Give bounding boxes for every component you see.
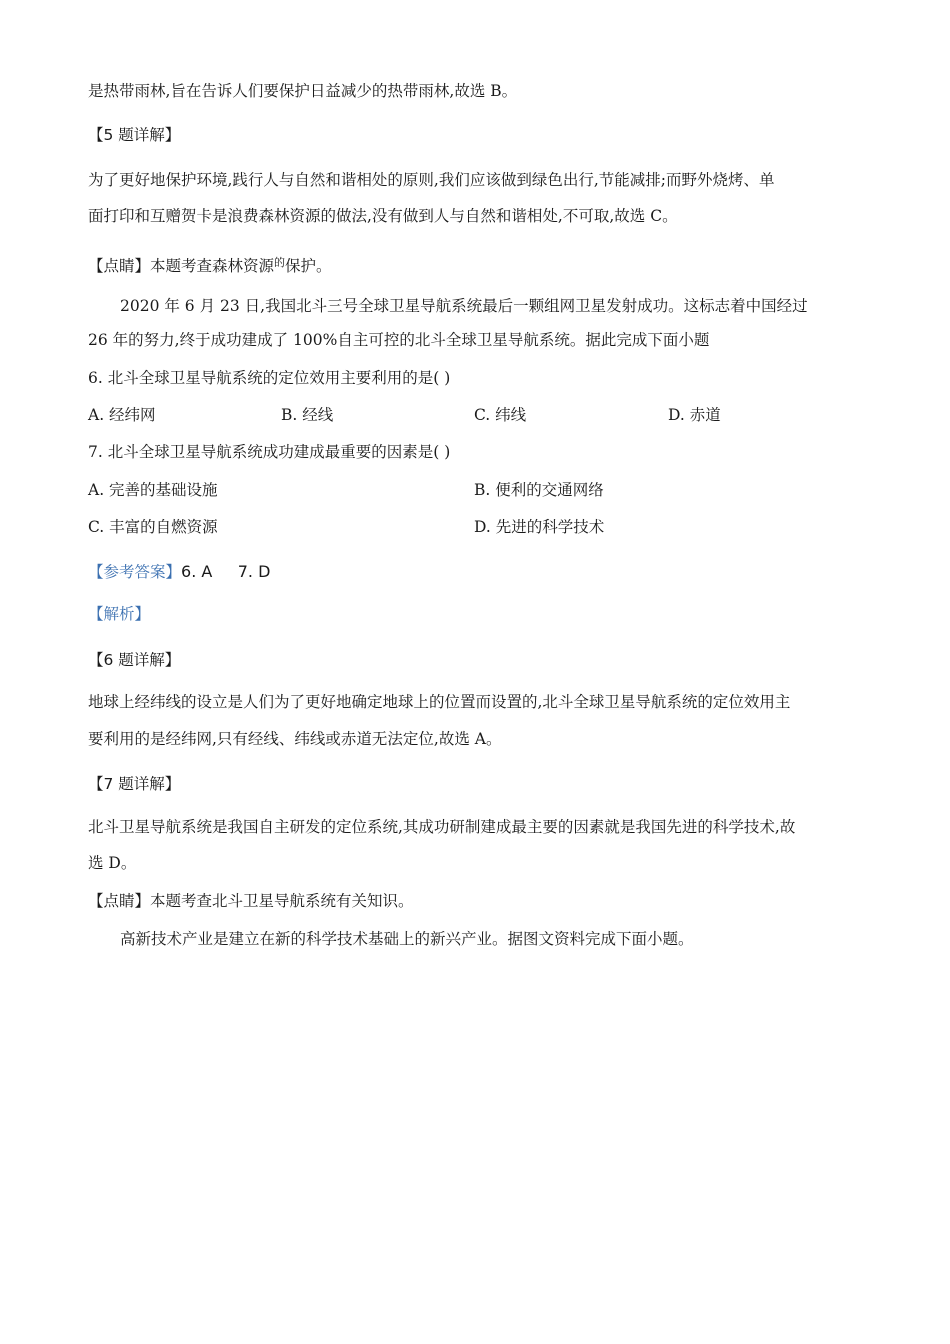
q7-option-d: D. 先进的科学技术 [474,518,605,536]
q7-option-a: A. 完善的基础设施 [88,481,218,499]
q5-detail-heading: 【5 题详解】 [88,126,181,144]
key-point-text-end: 保护。 [285,257,332,275]
q7-explanation-line-1: 北斗卫星导航系统是我国自主研发的定位系统,其成功研制建成最主要的因素就是我国先进的科学技术,故 [88,818,796,836]
q7-detail-heading: 【7 题详解】 [88,775,181,793]
key-point-note-2: 【点睛】本题考查北斗卫星导航系统有关知识。 [88,892,414,910]
q5-explanation-line-1: 为了更好地保护环境,践行人与自然和谐相处的原则,我们应该做到绿色出行,节能减排;而野外烧烤、单 [88,171,775,189]
material-intro-line-2: 26 年的努力,终于成功建成了 100%自主可控的北斗全球卫星导航系统。据此完成下面小题 [88,331,710,349]
key-point-superscript: 的 [274,256,286,269]
key-point-note-1 [88,252,862,277]
text-line: 是热带雨林,旨在告诉人们要保护日益减少的热带雨林,故选 B。 [88,82,518,100]
q6-option-a: A. 经纬网 [88,406,156,424]
q6-detail-heading: 【6 题详解】 [88,651,181,669]
q5-explanation-line-2: 面打印和互赠贺卡是浪费森林资源的做法,没有做到人与自然和谐相处,不可取,故选 C。 [88,207,678,225]
question-6: 6. 北斗全球卫星导航系统的定位效用主要利用的是( ) [88,369,451,387]
material-intro-line-3: 高新技术产业是建立在新的科学技术基础上的新兴产业。据图文资料完成下面小题。 [120,930,694,948]
key-point-text: 【点睛】本题考查森林资源 [88,257,275,275]
question-7: 7. 北斗全球卫星导航系统成功建成最重要的因素是( ) [88,443,451,461]
q7-option-c: C. 丰富的自燃资源 [88,518,218,536]
reference-answer [88,561,862,583]
q6-explanation-line-2: 要利用的是经纬网,只有经线、纬线或赤道无法定位,故选 A。 [88,730,502,748]
analysis-heading: 【解析】 [88,605,151,623]
q6-option-c: C. 纬线 [474,406,527,424]
material-intro-line-1: 2020 年 6 月 23 日,我国北斗三号全球卫星导航系统最后一颗组网卫星发射成功。这标志着中国经过 [120,297,808,315]
reference-answer-label: 【参考答案】 [88,563,182,581]
q6-option-d: D. 赤道 [668,406,721,424]
q7-option-b: B. 便利的交通网络 [474,481,604,499]
q7-explanation-line-2: 选 D。 [88,854,137,872]
q6-explanation-line-1: 地球上经纬线的设立是人们为了更好地确定地球上的位置而设置的,北斗全球卫星导航系统的定位效用主 [88,693,791,711]
reference-answer-value: 6. A 7. D [181,562,271,581]
q6-option-b: B. 经线 [281,406,334,424]
